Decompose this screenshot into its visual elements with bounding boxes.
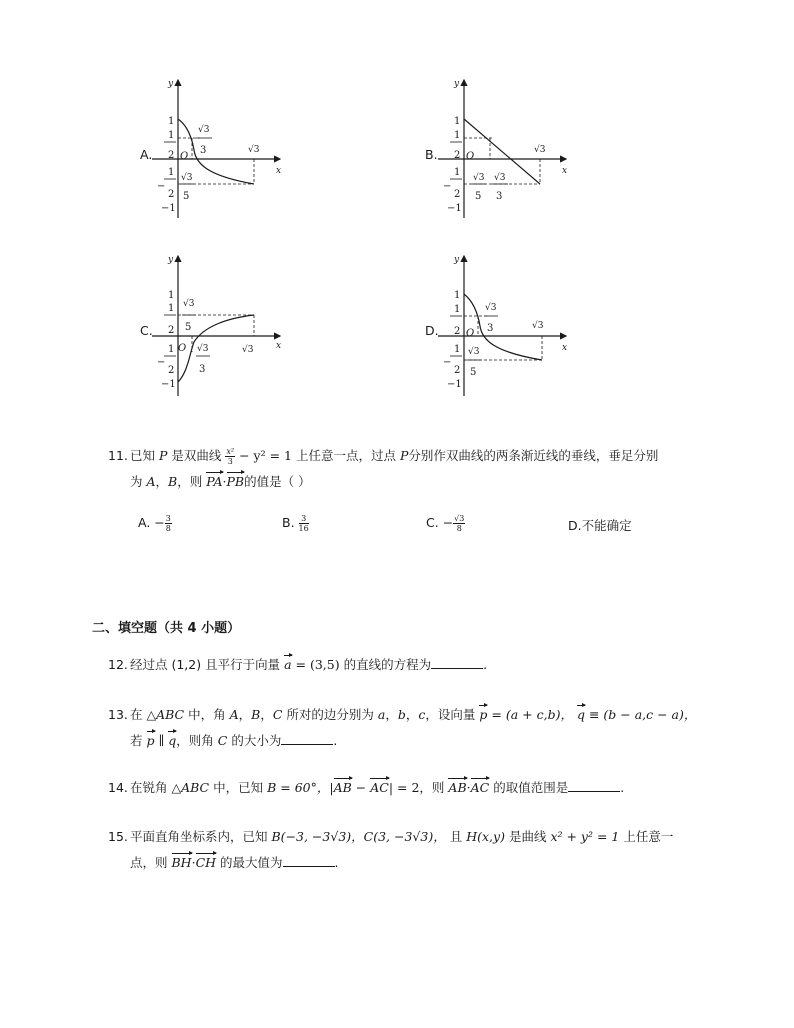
- svg-text:−: −: [157, 357, 166, 368]
- question-15: 15. 平面直角坐标系内，已知 B(−3, −3√3)，C(3, −3√3)， 且 H(x,y) 是曲线 x² + y² = 1 上任意一 点，则 BH·CH 的最大值为 .: [108, 829, 674, 870]
- svg-text:−: −: [157, 181, 166, 192]
- option-label-c: C.: [140, 323, 153, 338]
- option-11-c[interactable]: C. − $\frac{√3}{8}$: [426, 514, 465, 533]
- svg-text:√3: √3: [242, 345, 254, 355]
- vector-p: p: [479, 707, 488, 722]
- option-label-a: A.: [140, 147, 153, 162]
- svg-text:1: 1: [168, 167, 175, 178]
- vector-a: a: [284, 657, 292, 672]
- svg-text:1: 1: [168, 344, 175, 355]
- answer-blank[interactable]: [281, 732, 333, 745]
- svg-text:5: 5: [185, 322, 192, 333]
- svg-text:O: O: [180, 151, 189, 162]
- svg-text:1: 1: [454, 290, 461, 301]
- svg-text:O: O: [178, 343, 187, 354]
- option-11-b[interactable]: B. $\frac{3}{16}$: [282, 514, 309, 533]
- svg-text:√3: √3: [534, 145, 546, 155]
- svg-text:1: 1: [454, 130, 461, 141]
- svg-text:O: O: [466, 328, 475, 339]
- svg-text:1: 1: [168, 116, 175, 127]
- svg-text:2: 2: [168, 365, 175, 376]
- svg-text:√3: √3: [485, 303, 497, 313]
- answer-blank[interactable]: [568, 779, 620, 792]
- svg-text:2: 2: [168, 150, 175, 161]
- option-label-b: B.: [425, 147, 438, 162]
- svg-text:2: 2: [454, 326, 461, 337]
- fraction-x2-over-3: $\frac{\text{x²}}{3}$: [226, 447, 235, 466]
- svg-text:√3: √3: [532, 321, 544, 331]
- svg-text:3: 3: [487, 323, 494, 334]
- svg-text:1: 1: [454, 344, 461, 355]
- svg-text:2: 2: [168, 189, 175, 200]
- vector-q: q: [576, 707, 585, 722]
- svg-text:−1: −1: [447, 203, 462, 214]
- option-11-d[interactable]: D.不能确定: [568, 518, 632, 533]
- svg-text:√3: √3: [181, 173, 193, 183]
- svg-text:−1: −1: [161, 203, 176, 214]
- svg-text:1: 1: [454, 116, 461, 127]
- svg-text:O: O: [466, 151, 475, 162]
- answer-blank[interactable]: [283, 854, 335, 867]
- svg-text:1: 1: [168, 290, 175, 301]
- svg-text:√3: √3: [494, 173, 506, 183]
- answer-blank[interactable]: [431, 656, 483, 669]
- svg-text:−: −: [443, 181, 452, 192]
- svg-text:√3: √3: [248, 145, 260, 155]
- svg-text:√3: √3: [473, 173, 485, 183]
- svg-text:√3: √3: [198, 125, 210, 135]
- option-11-a[interactable]: A. − $\frac{3}{8}$: [138, 514, 171, 533]
- svg-text:2: 2: [454, 365, 461, 376]
- svg-text:x: x: [562, 166, 568, 176]
- section-title: 二、填空题（共 4 小题）: [92, 621, 241, 636]
- svg-text:−1: −1: [161, 379, 176, 390]
- svg-text:1: 1: [454, 167, 461, 178]
- svg-text:x: x: [276, 166, 282, 176]
- svg-text:y: y: [454, 79, 460, 89]
- svg-text:1: 1: [168, 303, 175, 314]
- svg-text:3: 3: [496, 191, 503, 202]
- svg-text:1: 1: [168, 130, 175, 141]
- svg-text:x: x: [276, 341, 282, 351]
- svg-text:y: y: [454, 255, 460, 265]
- svg-text:2: 2: [454, 189, 461, 200]
- graph-b: [434, 72, 574, 220]
- svg-text:−: −: [443, 357, 452, 368]
- question-14: 14. 在锐角 △ABC 中，已知 B = 60°，|AB − AC| = 2，则 AB·AC 的取值范围是 .: [108, 780, 625, 795]
- vector-pa: PA: [206, 474, 223, 489]
- svg-text:x: x: [562, 343, 568, 353]
- graph-d: [434, 248, 574, 398]
- question-number: 11.: [108, 448, 128, 463]
- graph-a: [148, 72, 288, 220]
- svg-text:√3: √3: [197, 344, 209, 354]
- svg-text:y: y: [168, 79, 174, 89]
- svg-text:2: 2: [454, 150, 461, 161]
- svg-text:5: 5: [183, 191, 190, 202]
- svg-text:1: 1: [454, 304, 461, 315]
- question-12: 12. 经过点 (1,2) 且平行于向量 a = (3,5) 的直线的方程为 .: [108, 657, 488, 672]
- question-13: 13. 在 △ABC 中，角 A，B，C 所对的边分别为 a，b，c，设向量 p = (a + c,b)， q ≡ (b − a,c − a)， 若 p ∥ q，则角 C 的大小为 .: [108, 707, 697, 748]
- question-11: 11. 已知 P 是双曲线 $\frac{\text{x²}}{3}$ − y² = 1 上任意一点，过点 P分别作双曲线的两条渐近线的垂线，垂足分别 为 A，B，则 PA·PB的值是（ ）: [108, 447, 659, 489]
- svg-text:√3: √3: [183, 299, 195, 309]
- question-11-line2: 为 A，B，则 PA·PB的值是（ ）: [130, 474, 311, 489]
- svg-text:3: 3: [200, 145, 207, 156]
- svg-text:3: 3: [199, 364, 206, 375]
- vector-pb: PB: [226, 474, 245, 489]
- svg-text:5: 5: [475, 191, 482, 202]
- svg-text:5: 5: [470, 367, 477, 378]
- svg-text:−1: −1: [447, 379, 462, 390]
- svg-text:y: y: [168, 255, 174, 265]
- option-label-d: D.: [425, 323, 439, 338]
- svg-text:√3: √3: [468, 347, 480, 357]
- graph-c: [148, 248, 288, 398]
- svg-text:2: 2: [168, 325, 175, 336]
